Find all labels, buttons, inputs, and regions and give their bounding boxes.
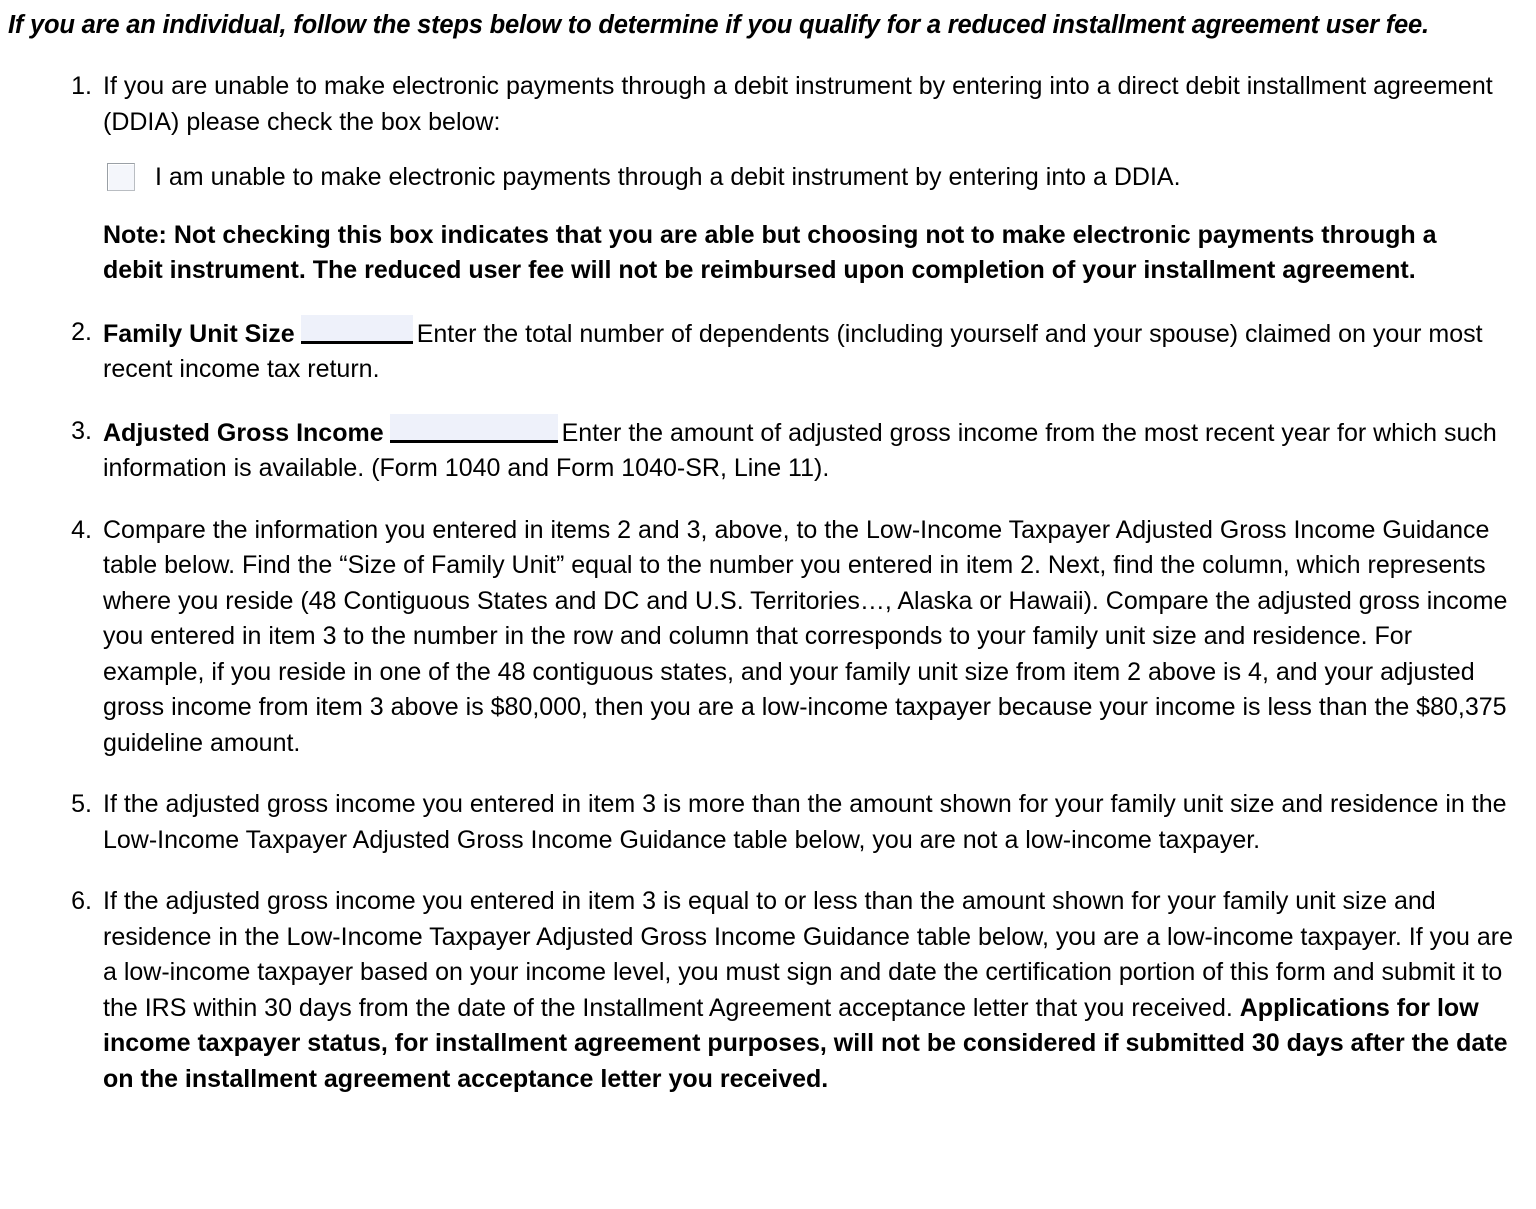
ddia-checkbox-label: I am unable to make electronic payments through a debit instrument by entering into a DDIA. [155,163,1181,192]
step-item-4 [8,513,1520,762]
step-text-4: Compare the information you entered in items 2 and 3, above, to the Low-Income Taxpayer Adjusted Gross Income Guidance table below. Find the “Size of Family Unit” equal to the number you entered in item 2. Next, find the column, which represents where you reside (48 Contiguous States and DC and U.S. Territories…, Alaska or Hawaii). Compare the adjusted gross income you entered in item 3 to the number in the row and column that corresponds to your family unit size and residence. For example, if you reside in one of the 48 contiguous states, and your family unit size from item 2 above is 4, and your adjusted gross income from item 3 above is $80,000, then you are a low-income taxpayer because your income is less than the $80,375 guideline amount. [103,515,1508,757]
step-item-5 [8,787,1520,858]
step-number-3: 3. [71,416,92,445]
page-heading: If you are an individual, follow the steps below to determine if you qualify for a reduced installment agreement user fee. [8,11,1429,39]
step-text-1: If you are unable to make electronic payments through a debit instrument by entering into a direct debit installment agreement (DDIA) please check the box below: [103,72,1493,136]
step-number-4: 4. [71,515,92,544]
adjusted-gross-income-input[interactable] [390,414,558,443]
ddia-checkbox-row[interactable] [103,160,1514,196]
step-item-1 [8,69,1520,289]
step-text-2: Enter the total number of dependents (including yourself and your spouse) claimed on your most recent income tax return. [103,319,1483,384]
step-item-3 [8,414,1520,487]
step-text-5: If the adjusted gross income you entered in item 3 is more than the amount shown for your family unit size and residence in the Low-Income Taxpayer Adjusted Gross Income Guidance table below, you are not a low-income taxpayer. [103,790,1507,854]
step-number-2: 2. [71,317,92,346]
step-content-1 [103,69,1520,289]
step-number-1: 1. [71,72,92,101]
step-content-3 [103,414,1520,487]
adjusted-gross-income-label: Adjusted Gross Income [103,418,384,447]
step-item-2 [8,315,1520,388]
step-item-6 [8,884,1520,1097]
step-content-2 [103,315,1520,388]
step-number-5: 5. [71,790,92,819]
family-unit-size-input[interactable] [301,315,413,344]
step-1-note: Note: Not checking this box indicates that you are able but choosing not to make electronic payments through a debit instrument. The reduced user fee will not be reimbursed upon completion of your installment agreement. [103,220,1437,285]
steps-list [8,69,1520,1097]
step-content-6 [103,884,1520,1097]
ddia-checkbox[interactable] [107,163,135,191]
step-text-3: Enter the amount of adjusted gross income from the most recent year for which such information is available. (Form 1040 and Form 1040-SR, Line 11). [103,418,1497,483]
family-unit-size-label: Family Unit Size [103,319,295,348]
step-number-6: 6. [71,887,92,916]
step-text-6-bold: Applications for low income taxpayer status, for installment agreement purposes, will not be considered if submitted 30 days after the date on the installment agreement acceptance letter you received. [103,993,1508,1093]
step-text-6-normal: If the adjusted gross income you entered in item 3 is equal to or less than the amount shown for your family unit size and residence in the Low-Income Taxpayer Adjusted Gross Income Guidance table below, you are a low-income taxpayer. If you are a low-income taxpayer based on your income level, you must sign and date the certification portion of this form and submit it to the IRS within 30 days from the date of the Installment Agreement acceptance letter that you received. [103,887,1514,1022]
